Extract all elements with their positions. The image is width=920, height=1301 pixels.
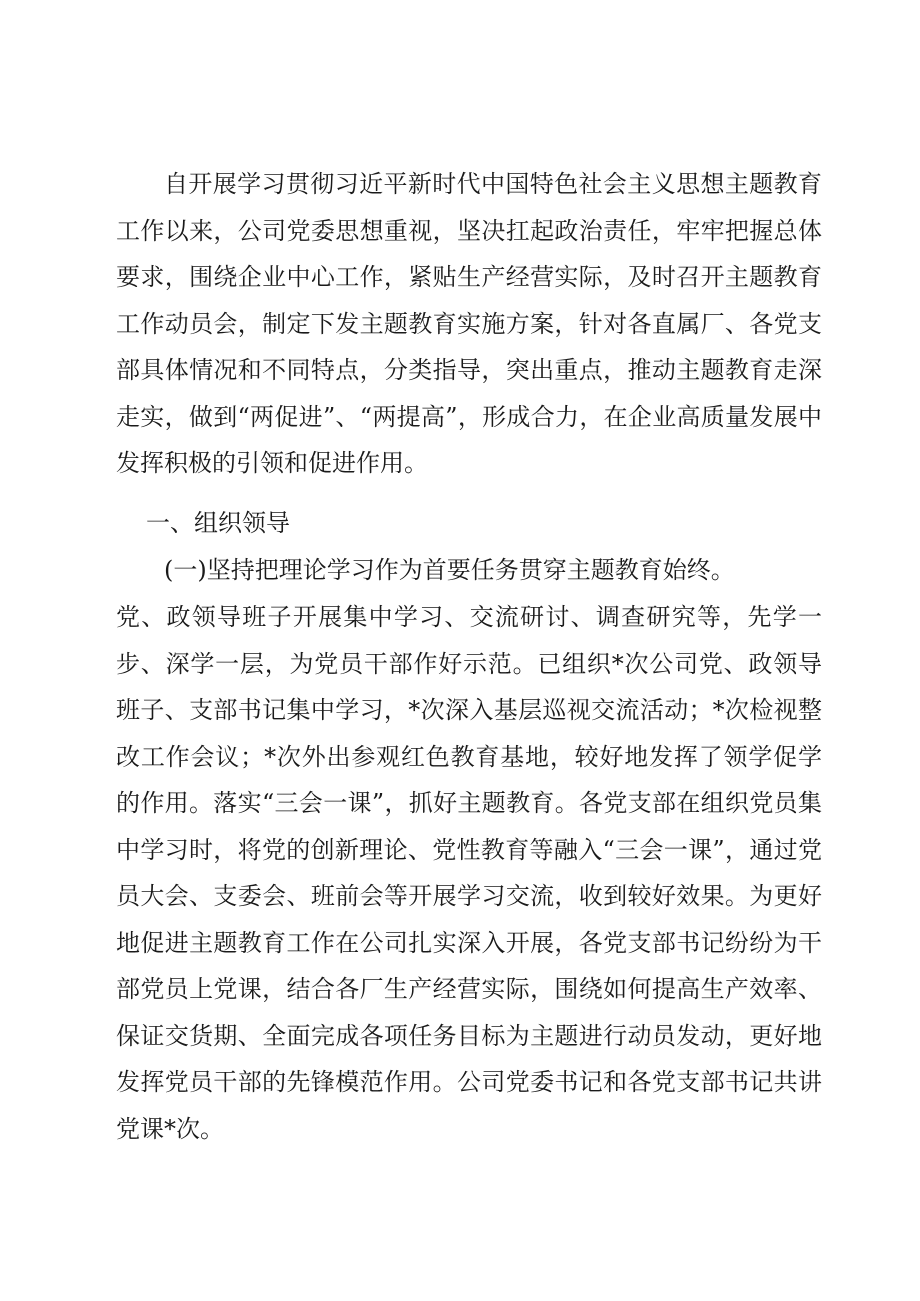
intro-paragraph: 自开展学习贯彻习近平新时代中国特色社会主义思想主题教育工作以来，公司党委思想重视，坚决扛起政治责任，牢牢把握总体要求，围绕企业中心工作，紧贴生产经营实际，及时召开主题教育工作动员会，制定下发主题教育实施方案，针对各直属厂、各党支部具体情况和不同特点，分类指导，突出重点，推动主题教育走深走实，做到“两促进”、“两提高”，形成合力，在企业高质量发展中发挥积极的引领和促进作用。 <box>116 170 822 477</box>
section-heading: 一、组织领导 <box>146 509 290 537</box>
subsection-heading: (一)坚持把理论学习作为首要任务贯穿主题教育始终。 <box>164 556 735 584</box>
body-paragraph: 党、政领导班子开展集中学习、交流研讨、调查研究等，先学一步、深学一层，为党员干部作好示范。已组织*次公司党、政领导班子、支部书记集中学习，*次深入基层巡视交流活动；*次检视整改工作会议；*次外出参观红色教育基地，较好地发挥了领学促学的作用。落实“三会一课”，抓好主题教育。各党支部在组织党员集中学习时，将党的创新理论、党性教育等融入“三会一课”，通过党员大会、支委会、班前会等开展学习交流，收到较好效果。为更好地促进主题教育工作在公司扎实深入开展，各党支部书记纷纷为干部党员上党课，结合各厂生产经营实际，围绕如何提高生产效率、保证交货期、全面完成各项任务目标为主题进行动员发动，更好地发挥党员干部的先锋模范作用。公司党委书记和各党支部书记共讲党课*次。 <box>116 603 822 1143</box>
